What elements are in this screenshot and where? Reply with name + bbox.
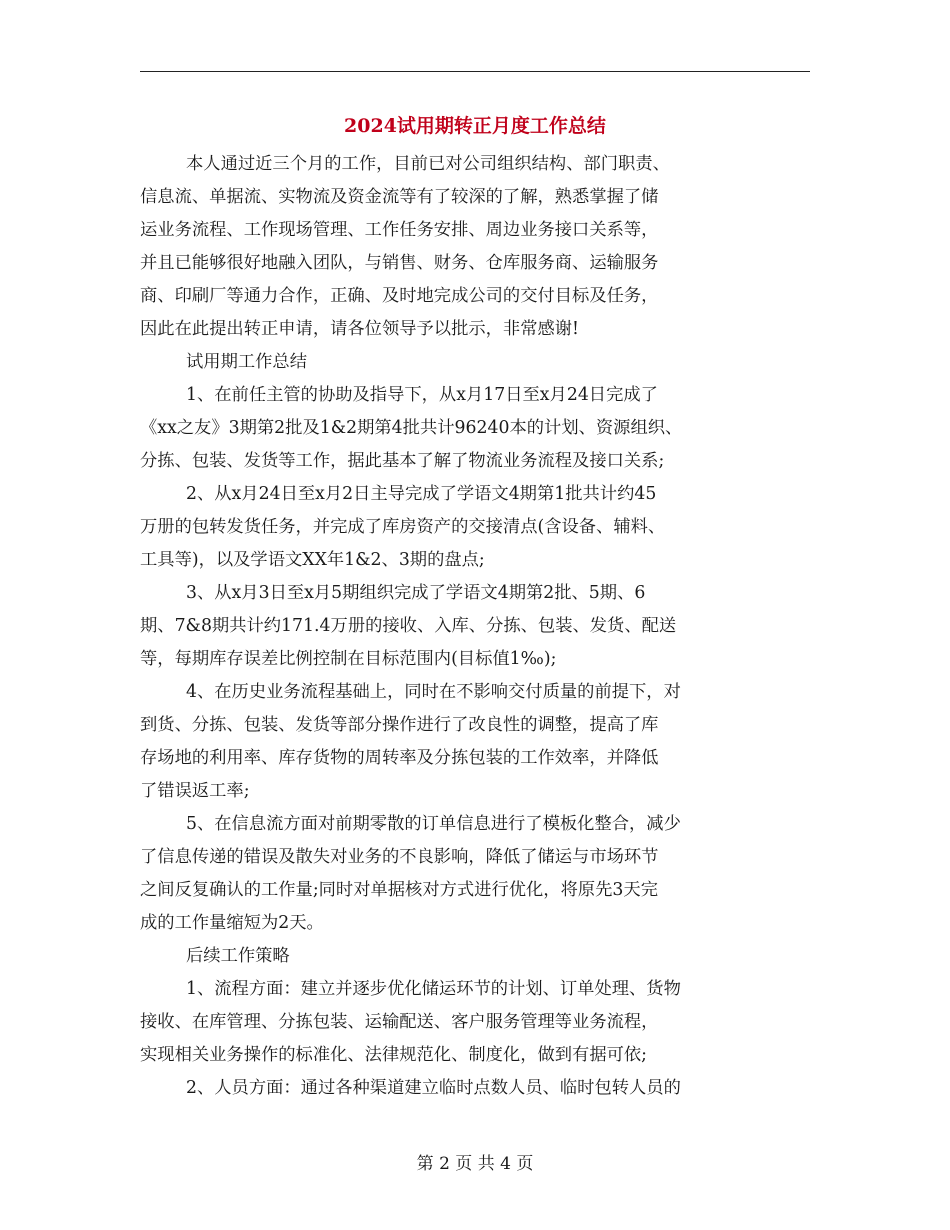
paragraph-line: 期、7&8期共计约171.4万册的接收、入库、分拣、包装、发货、配送 (140, 616, 677, 636)
paragraph-line: 信息流、单据流、实物流及资金流等有了较深的了解，熟悉掌握了储 (140, 187, 659, 207)
paragraph-line: 1、流程方面：建立并逐步优化储运环节的计划、订单处理、货物 (186, 979, 681, 999)
paragraph-line: 商、印刷厂等通力合作，正确、及时地完成公司的交付目标及任务， (140, 286, 659, 306)
paragraph-line: 因此在此提出转正申请，请各位领导予以批示，非常感谢! (140, 319, 579, 339)
document-title: 2024试用期转正月度工作总结 (344, 115, 606, 137)
paragraph-line: 2、人员方面：通过各种渠道建立临时点数人员、临时包转人员的 (186, 1078, 681, 1098)
paragraph-line: 等，每期库存误差比例控制在目标范围内(目标值1‰); (140, 649, 557, 669)
paragraph-line: 之间反复确认的工作量;同时对单据核对方式进行优化，将原先3天完 (140, 880, 658, 900)
paragraph-line: 2、从x月24日至x月2日主导完成了学语文4期第1批共计约45 (186, 484, 657, 504)
paragraph-line: 4、在历史业务流程基础上，同时在不影响交付质量的前提下，对 (186, 682, 681, 702)
paragraph-line: 存场地的利用率、库存货物的周转率及分拣包装的工作效率，并降低 (140, 748, 659, 768)
paragraph-line: 本人通过近三个月的工作，目前已对公司组织结构、部门职责、 (186, 154, 670, 174)
paragraph-line: 万册的包转发货任务，并完成了库房资产的交接清点(含设备、辅料、 (140, 517, 666, 537)
paragraph-line: 成的工作量缩短为2天。 (140, 913, 324, 933)
paragraph-line: 《xx之友》3期第2批及1&2期第4批共计96240本的计划、资源组织、 (140, 418, 683, 438)
section-heading: 后续工作策略 (186, 946, 290, 966)
paragraph-line: 工具等)，以及学语文XX年1&2、3期的盘点; (140, 550, 485, 570)
paragraph-line: 接收、在库管理、分拣包装、运输配送、客户服务管理等业务流程， (140, 1012, 659, 1032)
page-number-footer: 第 2 页 共 4 页 (416, 1154, 534, 1174)
paragraph-line: 3、从x月3日至x月5期组织完成了学语文4期第2批、5期、6 (186, 583, 646, 603)
paragraph-line: 到货、分拣、包装、发货等部分操作进行了改良性的调整，提高了库 (140, 715, 659, 735)
header-rule (140, 71, 810, 72)
paragraph-line: 分拣、包装、发货等工作，据此基本了解了物流业务流程及接口关系; (140, 451, 665, 471)
paragraph-line: 并且已能够很好地融入团队，与销售、财务、仓库服务商、运输服务 (140, 253, 659, 273)
section-heading: 试用期工作总结 (186, 352, 307, 372)
paragraph-line: 了错误返工率; (140, 781, 250, 801)
paragraph-line: 实现相关业务操作的标准化、法律规范化、制度化，做到有据可依; (140, 1045, 647, 1065)
paragraph-line: 5、在信息流方面对前期零散的订单信息进行了模板化整合，减少 (186, 814, 681, 834)
paragraph-line: 1、在前任主管的协助及指导下，从x月17日至x月24日完成了 (186, 385, 658, 405)
paragraph-line: 运业务流程、工作现场管理、工作任务安排、周边业务接口关系等， (140, 220, 659, 240)
paragraph-line: 了信息传递的错误及散失对业务的不良影响，降低了储运与市场环节 (140, 847, 659, 867)
